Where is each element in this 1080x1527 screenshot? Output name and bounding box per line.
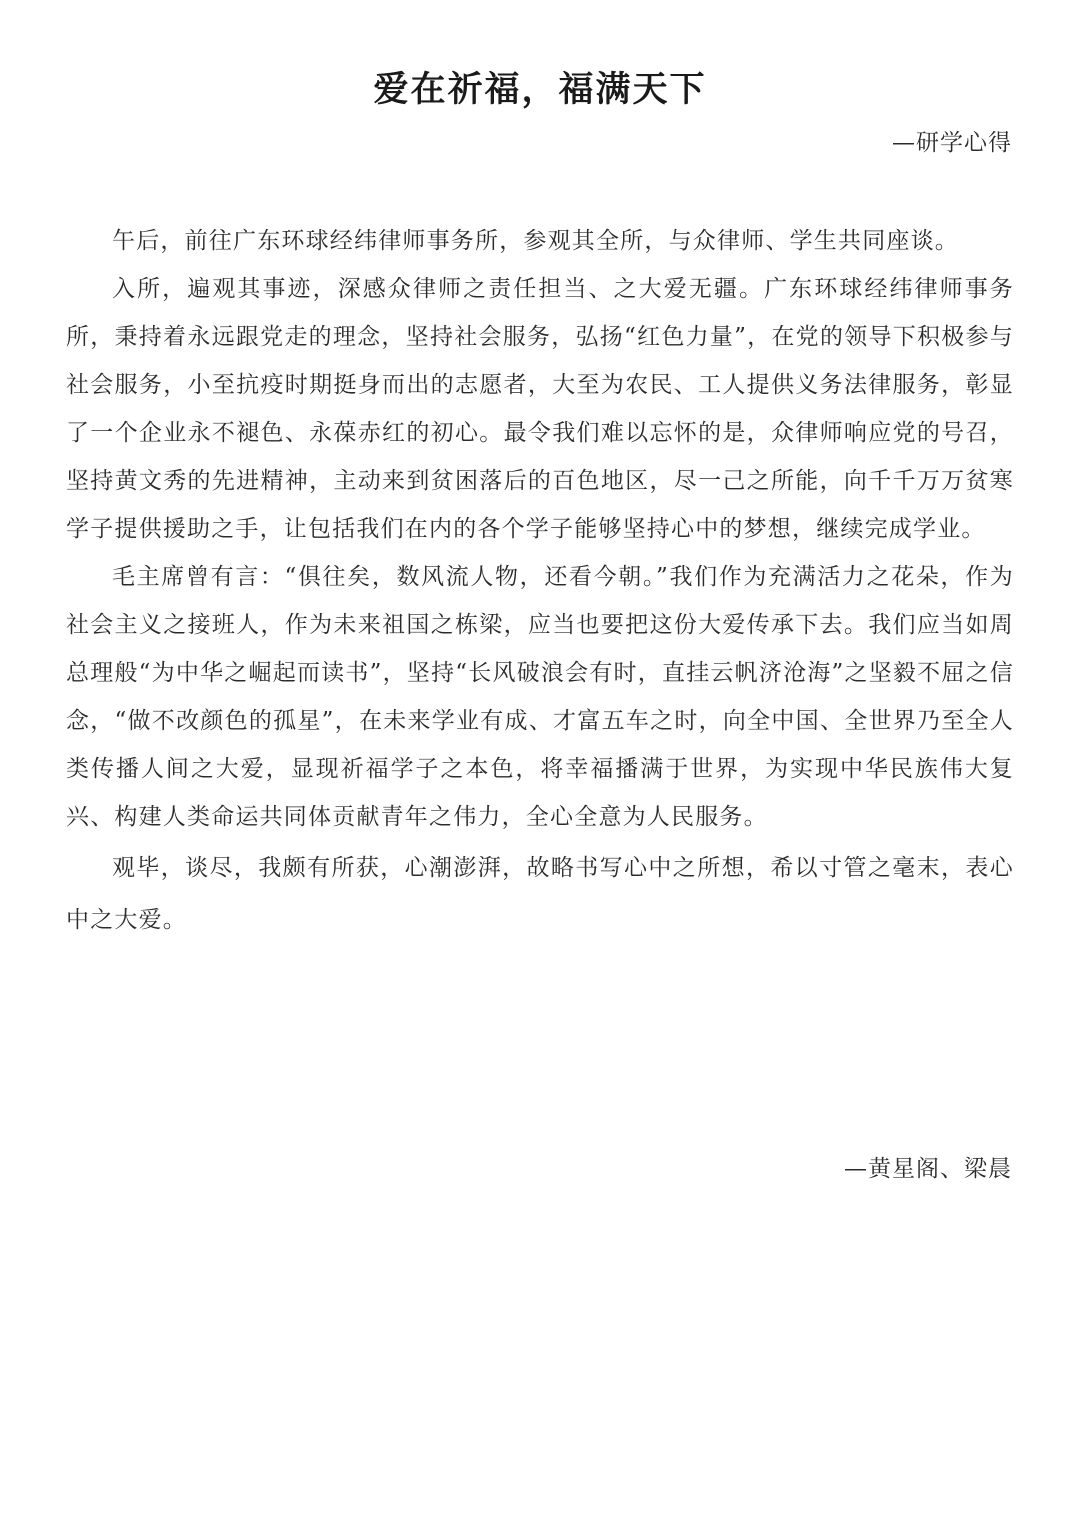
paragraph-1: 午后，前往广东环球经纬律师事务所，参观其全所，与众律师、学生共同座谈。: [112, 228, 959, 254]
document-subtitle: —研学心得: [892, 130, 1012, 156]
document-body: [66, 217, 1014, 946]
paragraph-2: 入所，遍观其事迹，深感众律师之责任担当、之大爱无疆。广东环球经纬律师事务所，秉持着永远跟党走的理念，坚持社会服务，弘扬“红色力量”，在党的领导下积极参与社会服务，小至抗疫时期挺身而出的志愿者，大至为农民、工人提供义务法律服务，彰显了一个企业永不褪色、永葆赤红的初心。最令我们难以忘怀的是，众律师响应党的号召，坚持黄文秀的先进精神，主动来到贫困落后的百色地区，尽一己之所能，向千千万万贫寒学子提供援助之手，让包括我们在内的各个学子能够坚持心中的梦想，继续完成学业。: [66, 276, 1014, 542]
document-signature: —黄星阁、梁晨: [844, 1156, 1012, 1182]
document-title: 爱在祈福，福满天下: [373, 69, 707, 110]
paragraph-4: 观毕，谈尽，我颇有所获，心潮澎湃，故略书写心中之所想，希以寸管之毫末，表心中之大爱。: [66, 855, 1014, 933]
paragraph-3: 毛主席曾有言：“俱往矣，数风流人物，还看今朝。”我们作为充满活力之花朵，作为社会主义之接班人，作为未来祖国之栋梁，应当也要把这份大爱传承下去。我们应当如周总理般“为中华之崛起而读书”，坚持“长风破浪会有时，直挂云帆济沧海”之坚毅不屈之信念，“做不改颜色的孤星”，在未来学业有成、才富五车之时，向全中国、全世界乃至全人类传播人间之大爱，显现祈福学子之本色，将幸福播满于世界，为实现中华民族伟大复兴、构建人类命运共同体贡献青年之伟力，全心全意为人民服务。: [66, 564, 1014, 830]
